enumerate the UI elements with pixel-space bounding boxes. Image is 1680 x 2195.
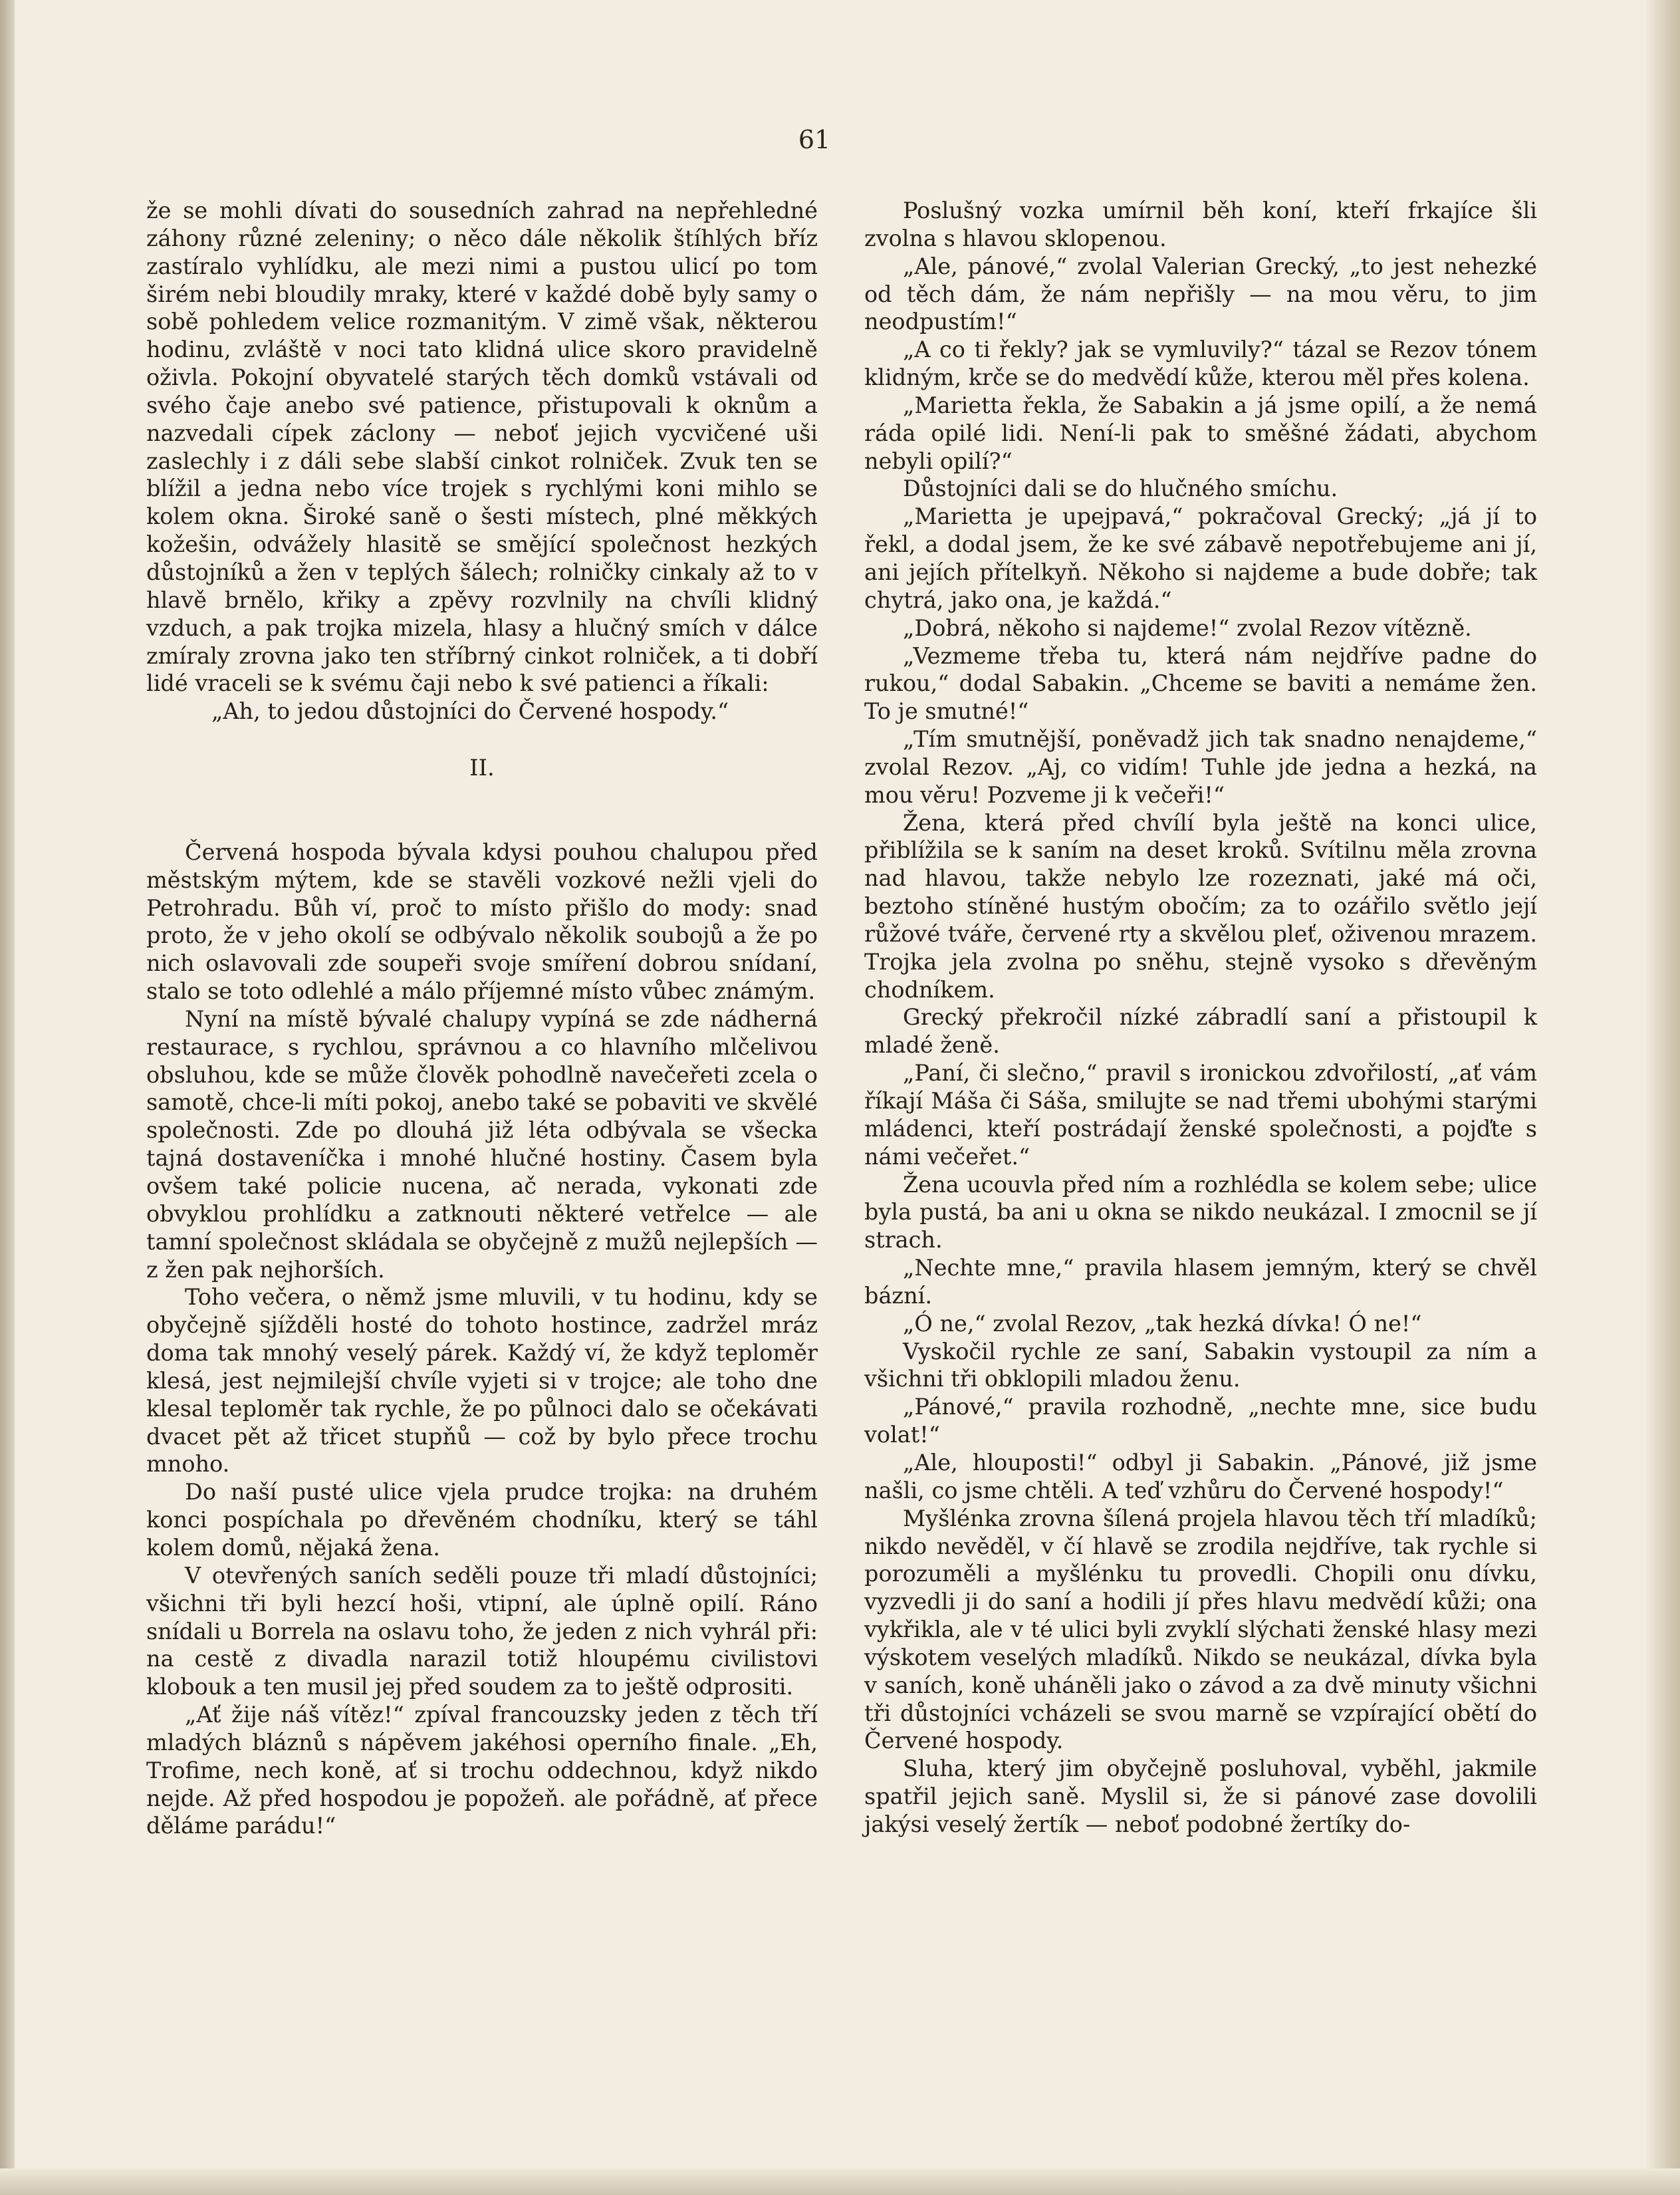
paragraph: V otevřených saních seděli pouze tři mladí důstojníci; všichni tři byli hezcí hoši, vtipní, ale úplně opilí. Ráno snídali u Borrela na oslavu toho, že jeden z nich vyhrál při: na cestě z divadla narazil totiž hloupému civilistovi klobouk a ten musil jej před soudem za to ještě odprositi. <box>146 1562 818 1700</box>
page-right-edge <box>1647 0 1680 2195</box>
paragraph: Vyskočil rychle ze saní, Sabakin vystoupil za ním a všichni tři obklopili mladou ženu. <box>864 1338 1537 1392</box>
paragraph: „Tím smutnější, poněvadž jich tak snadno nenajdeme,“ zvolal Rezov. „Aj, co vidím! Tuhle jde jedna a hezká, na mou věru! Pozveme ji k večeři!“ <box>864 726 1537 808</box>
paragraph: Nyní na místě bývalé chalupy vypíná se zde nádherná restaurace, s rychlou, správnou a co hlavního mlčelivou obsluhou, kde se může člověk pohodlně navečeřeti zcela o samotě, chce-li míti pokoj, anebo také se pobaviti ve skvělé společnosti. Zde po dlouhá již léta odbývala se všecka tajná dostaveníčka i mnohé hlučné hostiny. Časem byla ovšem také policie nucena, ač nerada, vykonati zde obvyklou prohlídku a zatknouti některé vetřelce — ale tamní společnost skládala se obyčejně z mužů nejlepších — z žen pak nejhorších. <box>146 1005 818 1283</box>
paragraph: Grecký překročil nízké zábradlí saní a přistoupil k mladé ženě. <box>864 1004 1537 1059</box>
paragraph: Do naší pusté ulice vjela prudce trojka: na druhém konci pospíchala po dřevěném chodníku, který se táhl kolem domů, nějaká žena. <box>146 1479 818 1561</box>
paragraph: „Marietta je upejpavá,“ pokračoval Grecký; „já jí to řekl, a dodal jsem, že ke své zábavě nepotřebujeme ani jí, ani jejích přítelkyň. Někoho si najdeme a bude dobře; tak chytrá, jako ona, je každá.“ <box>864 503 1537 613</box>
paragraph: „Pánové,“ pravila rozhodně, „nechte mne, sice budu volat!“ <box>864 1394 1537 1448</box>
paragraph: „Ale, hlouposti!“ odbyl ji Sabakin. „Pánové, již jsme našli, co jsme chtěli. A teď vzhůru do Červené hospody!“ <box>864 1449 1537 1503</box>
paragraph: Žena, která před chvílí byla ještě na konci ulice, přiblížila se k saním na deset kroků. Svítilnu měla zrovna nad hlavou, takže nebylo lze rozeznati, jaké má oči, beztoho stíněné hustým obočím; za to ozářilo světlo její růžové tváře, červené rty a skvělou pleť, oživenou mrazem. Trojka jela zvolna po sněhu, stejně vysoko s dřevěným chodníkem. <box>864 809 1537 1003</box>
quote-line: „Ah, to jedou důstojníci do Červené hospody.“ <box>211 698 729 725</box>
right-column <box>864 197 1537 1839</box>
page-number: 61 <box>798 125 831 154</box>
paragraph: Důstojníci dali se do hlučného smíchu. <box>903 475 1338 502</box>
paragraph: Sluha, který jim obyčejně posluhoval, vyběhl, jakmile spatřil jejich saně. Myslil si, že si pánové zase dovolili jakýsi veselý žertík — neboť podobné žertíky do- <box>864 1755 1537 1837</box>
paragraph: „Ale, pánové,“ zvolal Valerian Grecký, „to jest nehezké od těch dám, že nám nepřišly — na mou věru, to jim neodpustím!“ <box>864 253 1537 335</box>
page-bottom-edge <box>0 2168 1680 2195</box>
paragraph: že se mohli dívati do sousedních zahrad na nepřehledné záhony různé zeleniny; o něco dále několik štíhlých bříz zastíralo vyhlídku, ale mezi nimi a pustou ulicí po tom širém nebi bloudily mraky, které v každé době byly samy o sobě pohledem velice rozmanitým. V zimě však, některou hodinu, zvláště v noci tato klidná ulice skoro pravidelně oživla. Pokojní obyvatelé starých těch domků vstávali od svého čaje anebo své patience, přistupovali k oknům a nazvedali cípek záclony — neboť jejich vycvičené uši zaslechly i z dáli sebe slabší cinkot rolniček. Zvuk ten se blížil a jedna nebo více trojek s rychlými koni mihlo se kolem okna. Široké saně o šesti místech, plné měkkých kožešin, odvážely hlasitě se smějící společnost hezkých důstojníků a žen v teplých šálech; rolničky cinkaly až to v hlavě brnělo, křiky a zpěvy rozvlnily na chvíli klidný vzduch, a pak trojka mizela, hlasy a hlučný smích v dálce zmíraly zrovna jako ten stříbrný cinkot rolniček, a ti dobří lidé vraceli se k svému čaji nebo k své patienci a říkali: <box>146 197 818 697</box>
paragraph: „A co ti řekly? jak se vymluvily?“ tázal se Rezov tónem klidným, krče se do medvědí kůže, kterou měl přes kolena. <box>864 336 1537 391</box>
paragraph: „Nechte mne,“ pravila hlasem jemným, který se chvěl bázní. <box>864 1255 1537 1309</box>
left-column <box>146 197 818 1840</box>
paragraph: „Paní, či slečno,“ pravil s ironickou zdvořilostí, „ať vám říkají Máša či Sáša, smilujte se nad třemi ubohými starými mládenci, kteří postrádají ženské společnosti, a pojďte s námi večeřet.“ <box>864 1060 1537 1170</box>
paragraph: „Vezmeme třeba tu, která nám nejdříve padne do rukou,“ dodal Sabakin. „Chceme se baviti a nemáme žen. To je smutné!“ <box>864 642 1537 725</box>
paragraph: „Ó ne,“ zvolal Rezov, „tak hezká dívka! Ó ne!“ <box>903 1310 1422 1337</box>
paragraph: „Marietta řekla, že Sabakin a já jsme opilí, a že nemá ráda opilé lidi. Není-li pak to směšné žádati, abychom nebyli opilí?“ <box>864 392 1537 474</box>
paragraph: Myšlénka zrovna šílená projela hlavou těch tří mladíků; nikdo nevěděl, v čí hlavě se zrodila nejdříve, tak rychle si porozuměli a myšlénku tu provedli. Chopili onu dívku, vyzvedli ji do saní a hodili jí přes hlavu medvědí kůži; ona vykřikla, ale v té ulici byli zvyklí slýchati ženské hlasy mezi výskotem veselých mladíků. Nikdo se neukázal, dívka byla v saních, koně uháněli jako o závod a za dvě minuty všichni tři důstojníci vcházeli se svou marně se vzpírající obětí do Červené hospody. <box>864 1505 1537 1754</box>
section-heading: II. <box>469 755 495 782</box>
paragraph: Červená hospoda bývala kdysi pouhou chalupou před městským mýtem, kde se stavěli vozkové nežli vjeli do Petrohradu. Bůh ví, proč to místo přišlo do mody: snad proto, že v jeho okolí se odbývalo několik soubojů a že po nich oslavovali zde soupeři svoje smíření dobrou snídaní, stalo se toto odlehlé a málo příjemné místo vůbec známým. <box>146 839 818 1005</box>
paragraph: Žena ucouvla před ním a rozhlédla se kolem sebe; ulice byla pustá, ba ani u okna se nikdo neukázal. I zmocnil se jí strach. <box>864 1171 1537 1253</box>
paragraph: „Dobrá, někoho si najdeme!“ zvolal Rezov vítězně. <box>903 614 1472 641</box>
page-binding-edge <box>0 0 15 2195</box>
paragraph: „Ať žije náš vítěz!“ zpíval francouzsky jeden z těch tří mladých bláznů s nápěvem jakéhosi operního finale. „Eh, Trofime, nech koně, ať si trochu oddechnou, když nikdo nejde. Až před hospodou je popožeň. ale pořádně, ať přece děláme parádu!“ <box>146 1702 818 1839</box>
paragraph: Poslušný vozka umírnil běh koní, kteří frkajíce šli zvolna s hlavou sklopenou. <box>864 197 1537 251</box>
paragraph: Toho večera, o němž jsme mluvili, v tu hodinu, kdy se obyčejně sjížděli hosté do tohoto hostince, zadržel mráz doma tak mnohý veselý párek. Každý ví, že když teploměr klesá, jest nejmilejší chvíle vyjeti si v trojce; ale toho dne klesal teploměr tak rychle, že po půlnoci dalo se očekávati dvacet pět až třicet stupňů — což by bylo přece trochu mnoho. <box>146 1284 818 1478</box>
